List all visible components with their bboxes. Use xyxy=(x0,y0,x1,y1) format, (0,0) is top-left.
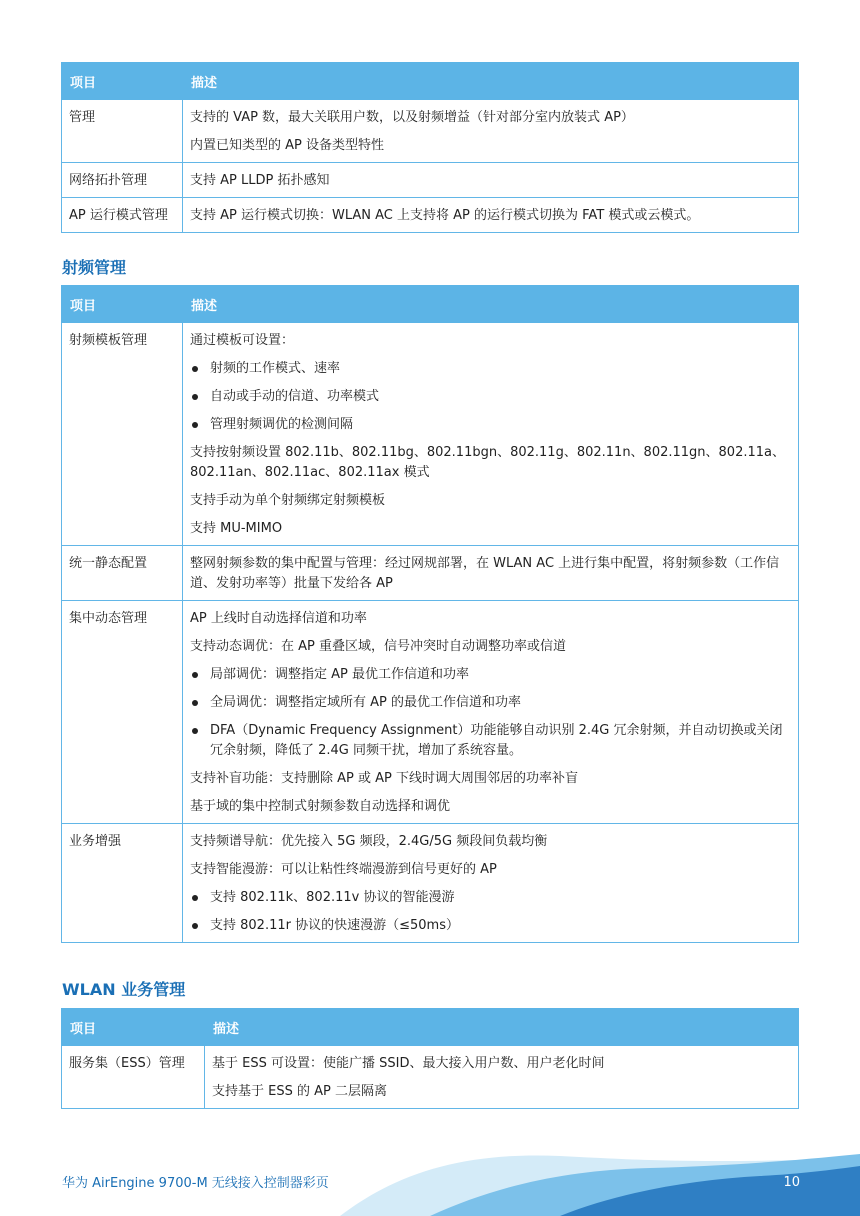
bullet-item: 支持 802.11k、802.11v 协议的智能漫游 xyxy=(190,888,791,908)
description-line: 通过模板可设置： xyxy=(190,333,295,348)
row-description xyxy=(183,601,799,824)
description-line: 整网射频参数的集中配置与管理：经过网规部署，在 WLAN AC 上进行集中配置，将射频参数（工作信道、发射功率等）批量下发给各 AP xyxy=(190,556,780,591)
header-description: 描述 xyxy=(183,286,799,323)
header-description: 描述 xyxy=(183,63,799,100)
bullet-item: 射频的工作模式、速率 xyxy=(190,359,791,379)
section-title-wlan-service: WLAN 业务管理 xyxy=(62,980,186,999)
bullet-item: 自动或手动的信道、功率模式 xyxy=(190,387,791,407)
description-line: 支持基于 ESS 的 AP 二层隔离 xyxy=(212,1084,387,1099)
row-description xyxy=(183,546,799,601)
table-header-row xyxy=(62,1009,799,1046)
row-item: 服务集（ESS）管理 xyxy=(62,1046,205,1109)
footer-document-title: 华为 AirEngine 9700-M 无线接入控制器彩页 xyxy=(62,1176,329,1191)
header-description: 描述 xyxy=(205,1009,799,1046)
table-header-row xyxy=(62,63,799,100)
header-item: 项目 xyxy=(62,286,183,323)
footer-wave-decoration xyxy=(0,1140,860,1216)
table-header-row xyxy=(62,286,799,323)
row-item: 统一静态配置 xyxy=(62,546,183,601)
header-item: 项目 xyxy=(62,1009,205,1046)
description-line: 基于 ESS 可设置：使能广播 SSID、最大接入用户数、用户老化时间 xyxy=(212,1056,605,1071)
table-row xyxy=(62,1046,799,1109)
description-line: 支持 AP LLDP 拓扑感知 xyxy=(190,173,330,188)
description-line: 支持 AP 运行模式切换：WLAN AC 上支持将 AP 的运行模式切换为 FAT 模式或云模式。 xyxy=(190,208,700,223)
description-line: AP 上线时自动选择信道和功率 xyxy=(190,611,367,626)
row-description xyxy=(183,323,799,546)
description-line: 基于域的集中控制式射频参数自动选择和调优 xyxy=(190,799,451,814)
bullet-item: DFA（Dynamic Frequency Assignment）功能能够自动识别 2.4G 冗余射频，并自动切换或关闭冗余射频，降低了 2.4G 同频干扰，增加了系统容量。 xyxy=(190,721,791,761)
description-line: 内置已知类型的 AP 设备类型特性 xyxy=(190,138,384,153)
row-description xyxy=(183,100,799,163)
table-ap-management xyxy=(61,62,799,233)
table-row xyxy=(62,546,799,601)
bullet-item: 全局调优：调整指定域所有 AP 的最优工作信道和功率 xyxy=(190,693,791,713)
row-item: 业务增强 xyxy=(62,824,183,943)
header-item: 项目 xyxy=(62,63,183,100)
row-description xyxy=(205,1046,799,1109)
description-line: 支持频谱导航：优先接入 5G 频段，2.4G/5G 频段间负载均衡 xyxy=(190,834,548,849)
row-description xyxy=(183,198,799,233)
table-rf-management xyxy=(61,285,799,943)
bullet-item: 支持 802.11r 协议的快速漫游（≤50ms） xyxy=(190,916,791,936)
row-item: 射频模板管理 xyxy=(62,323,183,546)
row-description xyxy=(183,163,799,198)
table-row xyxy=(62,163,799,198)
description-line: 支持 MU-MIMO xyxy=(190,521,283,536)
row-item: 集中动态管理 xyxy=(62,601,183,824)
description-line: 支持补盲功能：支持删除 AP 或 AP 下线时调大周围邻居的功率补盲 xyxy=(190,771,578,786)
table-row xyxy=(62,198,799,233)
description-line: 支持动态调优：在 AP 重叠区域，信号冲突时自动调整功率或信道 xyxy=(190,639,566,654)
description-line: 支持智能漫游：可以让粘性终端漫游到信号更好的 AP xyxy=(190,862,497,877)
description-line: 支持的 VAP 数，最大关联用户数，以及射频增益（针对部分室内放装式 AP） xyxy=(190,110,634,125)
row-item: 网络拓扑管理 xyxy=(62,163,183,198)
page-number: 10 xyxy=(783,1175,800,1190)
row-description xyxy=(183,824,799,943)
row-item: 管理 xyxy=(62,100,183,163)
table-row xyxy=(62,323,799,546)
table-wlan-service xyxy=(61,1008,799,1109)
bullet-item: 管理射频调优的检测间隔 xyxy=(190,415,791,435)
description-line: 支持手动为单个射频绑定射频模板 xyxy=(190,493,386,508)
table-row xyxy=(62,601,799,824)
table-row xyxy=(62,824,799,943)
bullet-item: 局部调优：调整指定 AP 最优工作信道和功率 xyxy=(190,665,791,685)
section-title-rf-management: 射频管理 xyxy=(62,258,127,277)
table-row xyxy=(62,100,799,163)
row-item: AP 运行模式管理 xyxy=(62,198,183,233)
description-line: 支持按射频设置 802.11b、802.11bg、802.11bgn、802.11g、802.11n、802.11gn、802.11a、802.11an、802.11ac、802.11ax 模式 xyxy=(190,445,785,480)
